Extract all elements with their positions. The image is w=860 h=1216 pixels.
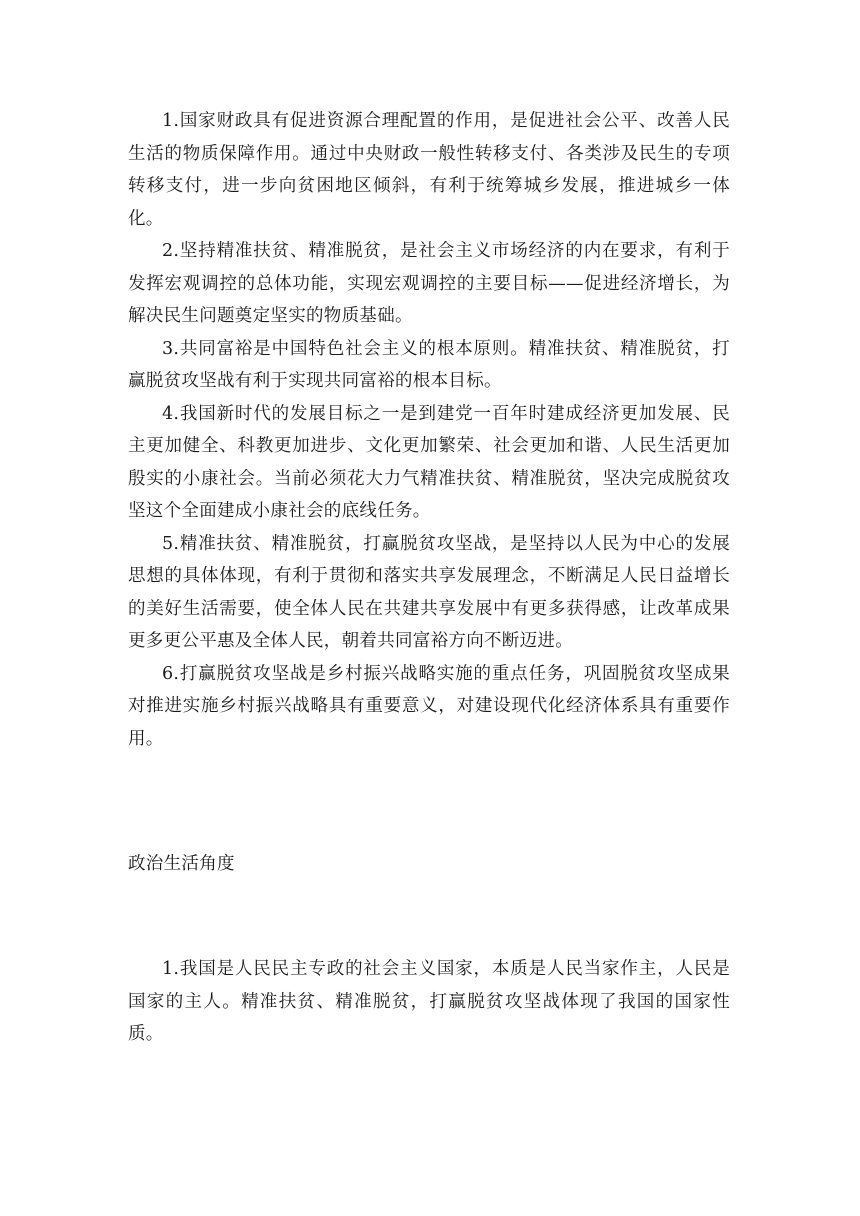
paragraph-point-1: 1.国家财政具有促进资源合理配置的作用，是促进社会公平、改善人民生活的物质保障作用。通过中央财政一般性转移支付、各类涉及民生的专项转移支付，进一步向贫困地区倾斜，有利于统筹城乡发展，推进城乡一体化。	[128, 111, 730, 229]
section-heading-political: 政治生活角度	[128, 854, 235, 874]
economic-points-section	[128, 105, 730, 755]
paragraph-point-4: 4.我国新时代的发展目标之一是到建党一百年时建成经济更加发展、民主更加健全、科教更加进步、文化更加繁荣、社会更加和谐、人民生活更加殷实的小康社会。当前必须花大力气精准扶贫、精准脱贫，坚决完成脱贫攻坚这个全面建成小康社会的底线任务。	[128, 403, 730, 521]
paragraph-political-point-1: 1.我国是人民民主专政的社会主义国家，本质是人民当家作主，人民是国家的主人。精准扶贫、精准脱贫，打赢脱贫攻坚战体现了我国的国家性质。	[128, 959, 730, 1044]
paragraph-point-5: 5.精准扶贫、精准脱贫，打赢脱贫攻坚战，是坚持以人民为中心的发展思想的具体体现，有利于贯彻和落实共享发展理念，不断满足人民日益增长的美好生活需要，使全体人民在共建共享发展中有更多获得感，让改革成果更多更公平惠及全体人民，朝着共同富裕方向不断迈进。	[128, 533, 730, 651]
political-points-section	[128, 953, 730, 1051]
paragraph-point-2: 2.坚持精准扶贫、精准脱贫，是社会主义市场经济的内在要求，有利于发挥宏观调控的总体功能，实现宏观调控的主要目标——促进经济增长，为解决民生问题奠定坚实的物质基础。	[128, 241, 730, 326]
paragraph-point-6: 6.打赢脱贫攻坚战是乡村振兴战略实施的重点任务，巩固脱贫攻坚成果对推进实施乡村振兴战略具有重要意义，对建设现代化经济体系具有重要作用。	[128, 663, 730, 749]
paragraph-point-3: 3.共同富裕是中国特色社会主义的根本原则。精准扶贫、精准脱贫，打赢脱贫攻坚战有利于实现共同富裕的根本目标。	[128, 338, 730, 391]
